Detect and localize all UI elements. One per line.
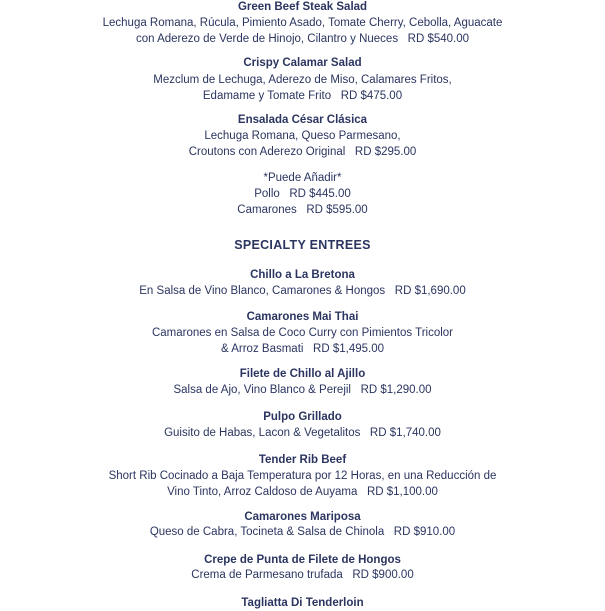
dish-name: Tagliatta Di Tenderloin [241, 597, 364, 609]
dish-name: Ensalada César Clásica [237, 114, 368, 126]
dish-description-line: Salsa de Ajo, Vino Blanco & Perejil RD $1,290.00 [173, 384, 432, 396]
dish-description [0, 325, 605, 357]
dish-name: Crispy Calamar Salad [243, 57, 362, 69]
addons-title: *Puede Añadir* [263, 172, 342, 184]
dish-description [0, 382, 605, 398]
dish-description [0, 524, 605, 540]
addon-line: Camarones RD $595.00 [237, 204, 368, 216]
dish-description [0, 468, 605, 500]
dish-name: Camarones Mariposa [244, 511, 361, 523]
addon-line: Pollo RD $445.00 [254, 188, 351, 200]
dish-description-line: Mezclum de Lechuga, Aderezo de Miso, Calamares Fritos, [153, 74, 452, 86]
dish-description [0, 283, 605, 299]
dish-name: Camarones Mai Thai [246, 311, 359, 323]
dish-description-line: Crema de Parmesano trufada RD $900.00 [191, 569, 414, 581]
dish-description-line: Edamame y Tomate Frito RD $475.00 [202, 90, 403, 102]
dish-name: Filete de Chillo al Ajillo [239, 368, 366, 380]
dish-description [0, 15, 605, 47]
addons-block [0, 170, 605, 218]
dish-description [0, 128, 605, 160]
dish-description-line: Vino Tinto, Arroz Caldoso de Auyama RD $1,100.00 [167, 486, 438, 498]
section-title: SPECIALTY ENTREES [234, 238, 371, 252]
dish-name: Crepe de Punta de Filete de Hongos [204, 554, 401, 566]
dish-name: Green Beef Steak Salad [237, 1, 368, 13]
dish-description-line: Short Rib Cocinado a Baja Temperatura por 12 Horas, en una Reducción de [108, 470, 497, 482]
dish-description-line: & Arroz Basmati RD $1,495.00 [221, 343, 384, 355]
dish-description [0, 72, 605, 104]
dish-description-line: Lechuga Romana, Rúcula, Pimiento Asado, Tomate Cherry, Cebolla, Aguacate [102, 17, 503, 29]
dish-description [0, 567, 605, 583]
dish-description [0, 425, 605, 441]
dish-description-line: Guisito de Habas, Lacon & Vegetalitos RD $1,740.00 [164, 427, 441, 439]
dish-name: Tender Rib Beef [258, 454, 347, 466]
dish-description-line: Camarones en Salsa de Coco Curry con Pimientos Tricolor [151, 327, 454, 339]
dish-name: Chillo a La Bretona [250, 269, 355, 281]
dish-name: Pulpo Grillado [263, 411, 342, 423]
dish-description-line: Lechuga Romana, Queso Parmesano, [204, 130, 401, 142]
dish-description-line: con Aderezo de Verde de Hinojo, Cilantro y Nueces RD $540.00 [135, 33, 470, 45]
dish-description-line: Croutons con Aderezo Original RD $295.00 [188, 146, 417, 158]
dish-description-line: Queso de Cabra, Tocineta & Salsa de Chinola RD $910.00 [149, 526, 456, 538]
dish-description-line: En Salsa de Vino Blanco, Camarones & Hongos RD $1,690.00 [139, 285, 466, 297]
